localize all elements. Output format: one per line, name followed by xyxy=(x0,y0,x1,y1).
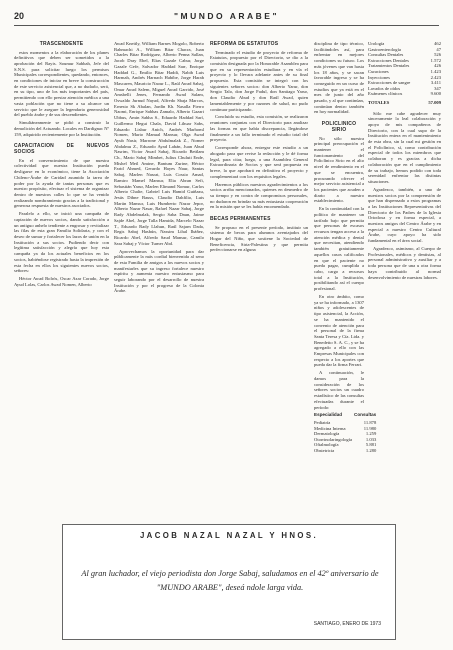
table-cell: Extracciones de sangre xyxy=(368,80,411,86)
section-heading: CAPACITACION DE NUEVOS SOCIOS xyxy=(14,143,109,156)
paragraph: Haremos públicos nuestros agradecimientos a los socios arriba mencionados, quienes en desmedro de su tiempo y en contra de compromisos personales, no dudaron en brindar su más entusiasta cooperación en la misión que se les había encomendado. xyxy=(210,181,308,210)
ad-date: SANTIAGO, ENERO DE 1973 xyxy=(313,621,381,627)
table-cell: 9.600 xyxy=(430,91,441,97)
table-total-row xyxy=(368,97,441,106)
table-cell: 1.259 xyxy=(365,431,377,437)
table-cell: 462 xyxy=(434,41,441,46)
table-cell: 47 xyxy=(436,46,441,52)
table-cell: Oftalmología xyxy=(314,442,339,448)
table-cell: Otorrinolaringología xyxy=(314,436,353,442)
right-content xyxy=(368,41,441,513)
table-cell: Medicina Interna xyxy=(314,425,346,431)
masthead: "MUNDO ARABE" xyxy=(174,11,279,21)
advertisement-box xyxy=(62,524,396,640)
table-cell: 11.878 xyxy=(363,420,377,426)
paragraph: En otro ámbito, como ya se ha informado, a 1307 niños y adolescentes de tipo asistencial, la Acción, se ha mantenido el convenio de atención para el personal de la firma Santa Teresa y Cía. Ltda. y Benedetto S. A. C., y se ha agregado a ello con las Empresas Municipales con respecto a los aportes que pueda dar la firma Ferrari. xyxy=(314,294,364,368)
column-3 xyxy=(210,41,308,501)
paragraph: No sólo nuestra principal preocupación el mantener el funcionamiento del Policlínico Sirio en el alto nivel de rendimiento en el que se encuentra, procurando ofrecer el mejor servicio asistencial a los pacientes que acuden a diario a nuestro establecimiento. xyxy=(314,135,364,204)
table-cell: Extracciones Dentales xyxy=(368,57,409,63)
column-2 xyxy=(114,41,204,501)
table-cell: Dermatología xyxy=(314,431,340,437)
company-name: JACOB NAZAL NAZAL Y HNOS. xyxy=(139,531,319,540)
paragraph: Terminado el estudio de proyecto de reforma de Estatutos, propuesto por el Directorio, se dio a la comisión designada por la Honorable Asamblea para que en su representación estudiara y en vía el proyecto y lo llevara adelante antes de su final propuesto. Esta comisión se integró con los siguientes señores socios: don Alberto Yarur, don Sergio Talo, don Jorge Fadul, don Santiago Yarur, don Claudio Abud y don Raúl Awad, quien lamentablemente y por razones de salud, no pudo continuar participando. xyxy=(210,49,308,112)
paragraph: En el convencimiento de que nuestra colectividad que nuestra Institución pueda desligarse en lo económico, tiene la Asociación Chileno-Árabe de Caridad asumido la tarea de poder por la ayuda de tantas personas que es nuestro propósito, efectuar el sistema de organizar dentro de nuestros calles lo que se ha venido realizando nombramiento gracias a la tradicional y generosa respuesta de nuestros asociados. xyxy=(14,157,109,209)
table-cell: 1.280 xyxy=(365,448,377,453)
paragraph: disciplina de tipo técnico, facilitándoles así, para enfrentar en mejores condiciones su futuro. Los más jóvenes que van hasta los 18 años, y se sacan favorable ingreso y se ha conseguido en un curso de estudios que ya está en el mes de junio del año pasado, y al que continúan, continúan dentro también en hoy normalidad. xyxy=(314,41,365,115)
table-cell: 1.423 xyxy=(430,68,441,74)
page-header xyxy=(14,11,439,25)
section-heading: BECAS PERMANENTES xyxy=(210,216,271,223)
total-value: 57.009 xyxy=(428,99,441,105)
table-cell: Obstetricia xyxy=(314,448,335,453)
paragraph: Se propuso en el presente período, instituir un sistema de becas para alumnos aventajados del Hogar del Niño, que sostiene la Sociedad de Beneficencia, Siria-Palestina y que permita perfeccionarse en alguna xyxy=(210,224,308,253)
table-cell: 1.572 xyxy=(430,57,441,63)
greeting-message: Al gran luchador, el viejo periodista don Jorge Sabaj, saludamos en el 42º aniversario de "MUNDO ARABE", deseá ndole larga vida. xyxy=(81,569,379,592)
paragraph: Concluido su estudio, esta comisión, se realizaron reuniones conjuntas con el Directorio para analizar las formas en que había discrepancia, llegándose finalmente a un fallo terminado el estudio total del proyecto. xyxy=(210,114,308,143)
table-cell: 3.411 xyxy=(430,80,441,86)
column-1 xyxy=(14,41,109,501)
table-cell: Consultas Dentales xyxy=(368,52,404,58)
table-cell: Lavados de oídos xyxy=(368,85,401,91)
table-cell: Gastroenterología xyxy=(368,46,401,52)
page-number: 20 xyxy=(14,11,25,21)
table-cell: Exámenes clínicos xyxy=(368,91,403,97)
paragraph: Awad Kneitly, William Barnes Mogolo, Roberto Bahmachi A., William Bitar Chacra, Juan Charles Bitar Rodríguez, Alberto Penna Sallan, Jacob Dray Ebel, Elias Gazale Cabur, Jorge Gazale Gefe, Salvador Haddad Sarr, Enrique Haddad G., Emilio Bitar Haddi, Nabib Luis Harmah, Andrés Harnach Habibe, Jorge Harab Mascaren, Mauricio Naour L., Raúl Awad Sabaj, Omar Awad Salem, Miguel Awad Garrido, José Amsbelli Jenes, Fernando Awad Salam, Oswaldo Jurnud Nayad, Alfredo Sbaja Marcos, Ernesto Sk Abalan, Jardín Kh. Nasalla Fierro Naomi, Enrique Sabhas Zamalo, Alberto Gazari Ubbus, Amin Sabha S., Eduardo Haddad Sarí, Guillermo Hegui Chala, David Lihuar Sabs, Eduardo Lisbur Anich, Andrés Marhoml Nomen, Mario Manual Mansur, Olga Awad Ayub Nasir, Marrone Abdulmalak Z., Nomer Abdalmu Z., Eduardo Ayad Labán, Juan Abud Nasrim, Victor Awad Sabaj, Ricardo Bettlam Ch., Mario Sabaj Mimbet, Julius Chuluti Ende, Mishel Meil Amine, Bantum Zurine, Héctor Farid Ahmed, Gerardo Hayes Naur, Santas Sabaj, Marlen Nasrat, Luis Cossio Amad, Ramiro Mamel Mansur, Elia Abran Sefi, Sebastián Yarur, Marlen Elimand Nomur, Carlos Alberto Chalte, Gabriel Luis Hamid Guiñazu, Jesús Dibne Bauss, Claudio Dahfilio, Luis Marún Mansur, Luis Humberto Nazar Jepor, Alberto Nazar Nasar, Rafael Nazar Sabaj, Jorge Rady Abdelmalak, Sergio Saba Daun, Jaime Sajde Abel, Jorge Talla Hamida, Marcelo Nazar T., Eduardo Rady Llahun, Raúl Sajarn Dada, Regis Sabaj Hasbún, Nassim Lihal Ibáñez, Ricardo Abel, Alfredo Saud Mansur, Camilo Sara Sabaj y Víctor Turner Abd. xyxy=(114,41,204,246)
table-cell: 5.881 xyxy=(365,442,377,448)
paragraph: Simultáneamente se pidió a construir la demolición del Actuando. Locales en Dardignac Nº 159, adquirido recientemente por la Institución. xyxy=(14,120,109,137)
consultations-table xyxy=(314,412,376,453)
table-cell: Urología xyxy=(368,41,385,46)
header-rule xyxy=(14,25,439,26)
services-table xyxy=(368,41,441,106)
table-cell: 347 xyxy=(434,85,441,91)
section-heading: REFORMA DE ESTATUTOS xyxy=(210,41,279,47)
table-row xyxy=(314,448,376,454)
table-cell: 426 xyxy=(434,63,441,69)
table-cell: Tratamientos Dentales xyxy=(368,63,410,69)
paragraph: En la continuidad con la política de mantener un tarifado bajo que permita que personas de escasos recursos tengan acceso a la atención médica y dental que necesitan, atendiendo también gratuitamente aquellos casos calificados en que el paciente no pueda pagar, cumplida a cabo, cargo a recursos total a la Institución, posibilitando así el cuerpo profesional. xyxy=(314,206,364,292)
table-row xyxy=(368,80,441,86)
paragraph: A continuación, le damos para la consideración de los señores socios un cuadro estadístico de las consultas efectuadas durante el período: xyxy=(314,370,364,410)
paragraph: Agradezco, también, a uno de nuestros socios por la comprensión de que han dispensado a estos programas a las Instituciones Representativas del Directorio de los Padres de la Iglesia Ortodoxa y en forma especial, a nuestros amigos del Centro Árabe y en especial a nuestro Centro Cultural Árabe, cuyo apoyo ha sido fundamental en el área social. xyxy=(368,186,441,244)
table-cell: 1.033 xyxy=(365,436,377,442)
table-cell: Curaciones xyxy=(368,68,389,74)
paragraph: estos momentos a la elaboración de los planes definitivos que deben ser sometidos a la aprobación del Rayis. Soumur Sabbah, Jefe del S.N.S. para solicitar luego los permisos Municipales correspondientes, quedando, entonces, en condiciones de iniciar en breve la construcción de este servicio asistencial que, a no dudarlo, será, en su tipo, uno de los más importantes del país, permitiendo con ello prestar atención médica a una vasta población que no tiene a su alcance un servicio que le asegure la legendaria generosidad del pueblo árabe y de sus descendientes. xyxy=(14,49,109,118)
table-cell: Pediatría xyxy=(314,420,331,426)
paragraph: Sólo me cabe agradecer muy sinceramente la leal colaboración y apoyo de mis compañeros de Directorio, con la cual supo de la Institución entera en el mantenimiento de esta obra, sin la cual mi gestión en el Policlínico, sí, como contribución especial de todos los miembros que colaboran y es gracias a dicha colaboración que en el cumplimiento de su trabajo, hemos podido con toda serenidad enfrentar las distintas situaciones. xyxy=(368,110,441,184)
table-cell: 2.423 xyxy=(430,74,441,80)
paragraph: Aprovechamos la oportunidad para dar públicamente la más cordial bienvenida al seno de esta Familia de amigos a los nuevos socios y manifestarles que su ingreso fortalece nuestro espíritu y aumenta nuestro entusiasmo para seguir laborando por el desarrollo de nuestra Institución y por el progreso de la Colonia Árabe. xyxy=(114,248,204,294)
table-cell: Inyecciones xyxy=(368,74,390,80)
section-heading: POLICLINICO SIRIO xyxy=(321,121,357,134)
paragraph: Corresponde ahora, entregar este estudio a un abogado para que revise la redacción y le dé forma legal, para citar, luego, a una Asamblea General Extraordinaria de Socios y que será propuesta en breve, la que aprobará en definitiva el proyecto y complementará con los requisitos legales. xyxy=(210,145,308,179)
section-heading: TRASCENDENTE xyxy=(39,41,84,47)
table-header: Consultas xyxy=(354,412,377,418)
paragraph: Héctor Awad Bolrós, Oscar Azar Corado, Jorge Ayud Lolas, Carlos Awad Nomen, Alberto xyxy=(14,276,109,287)
paragraph: Paralelo a ello, se inició una campaña de captación de nuevos socios, dando satisfacción a un antiguo anhelo tendiente a engrosar y revitalizar las filas de esta gran Familia Solidaria, y con el deseo de sumar y fortalecer los lazos de unión en la Institución a sus socios. Pudiendo decir con legítima satisfacción y alegría que hoy esta campaña ya da los actuales beneficios en los socios, habiéndose registrado hasta la impresión de esta fecha en ellos los siguientes nuevos socios, señores: xyxy=(14,211,109,274)
total-label: TOTALES xyxy=(368,99,390,105)
table-cell: 11.980 xyxy=(363,425,377,431)
paragraph: Agradezco, asimismo, al Cuerpo de Profesionales, médicos y dentistas, al personal administrativo y auxiliar y a toda persona que de una u otra forma haya contribuido al normal desenvolvimiento de nuestras labores. xyxy=(368,246,441,280)
table-header: Especialidad xyxy=(314,412,343,418)
table-cell: 526 xyxy=(434,52,441,58)
